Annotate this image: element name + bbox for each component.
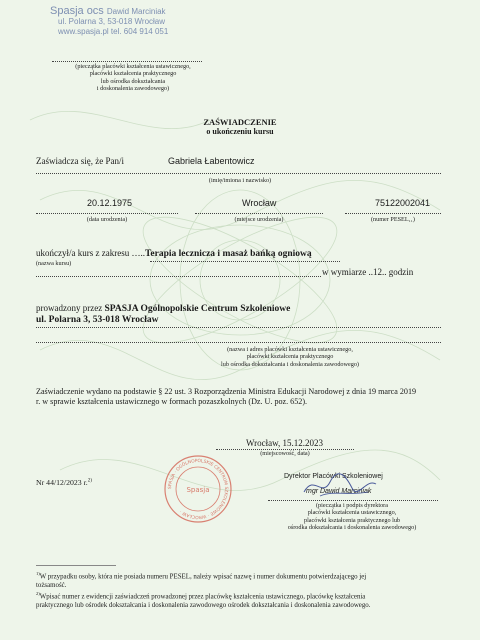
organizer-line bbox=[36, 303, 290, 314]
birth-place-caption: (miejsce urodzenia) bbox=[234, 216, 284, 223]
course-line bbox=[36, 248, 312, 259]
footnote-separator bbox=[36, 565, 116, 566]
issuer-stamp bbox=[50, 6, 168, 37]
document-subtitle: o ukończeniu kursu bbox=[206, 127, 274, 136]
director-name: mgr Dawid Marciniak bbox=[306, 488, 372, 495]
course-duration: w wymiarze ..12.. godzin bbox=[322, 267, 414, 277]
director-caption: (pieczątka i podpis dyrektora placówki kształcenia ustawicznego, placówki kształcenia praktycznego lub ośrodka dokształcania i doskonalenia zawodowego) bbox=[287, 502, 417, 532]
birth-date-caption: (data urodzenia) bbox=[86, 216, 128, 223]
certify-label: Zaświadcza się, że Pan/i bbox=[36, 156, 124, 166]
issuer-stamp-brand: Spasja ocs bbox=[50, 5, 104, 17]
birth-place-line bbox=[195, 213, 323, 214]
footnote-1: $^{1)}$W przypadku osoby, która nie posiada numeru PESEL, należy wpisać nazwę i numer dokumentu potwierdzającego jej bbox=[36, 571, 367, 581]
round-stamp bbox=[163, 454, 233, 524]
course-name-caption: (nazwa kursu) bbox=[36, 260, 72, 267]
pesel-caption: (numer PESEL₁₁) bbox=[370, 216, 415, 223]
course-prefix: ukończył/a kurs z zakresu bbox=[36, 248, 130, 258]
organizer-prefix: prowadzony przez bbox=[36, 303, 103, 313]
director-title: Dyrektor Placówki Szkoleniowej bbox=[284, 473, 383, 480]
course-name-line bbox=[150, 261, 340, 262]
issuer-stamp-line bbox=[52, 61, 202, 62]
legal-basis: Zaświadczenie wydano na podstawie § 22 ust. 3 Rozporządzenia Ministra Edukacji Narodowej z dnia 19 marca 2019 r. w sprawie kształcenia ustawicznego w formach pozaszkolnych (Dz. U. poz. 652). bbox=[36, 387, 417, 406]
name-caption: (imię/imiona i nazwisko) bbox=[208, 177, 272, 184]
pesel-line bbox=[345, 213, 441, 214]
birth-date: 20.12.1975 bbox=[87, 198, 133, 208]
pesel-number: 75122002041 bbox=[375, 198, 431, 208]
name-line bbox=[36, 173, 441, 174]
birth-place: Wrocław bbox=[242, 198, 277, 208]
issuer-stamp-owner: Dawid Marciniak bbox=[106, 7, 166, 16]
organizer-name: SPASJA Ogólnopolskie Centrum Szkoleniowe bbox=[104, 304, 291, 314]
issuer-stamp-address: ul. Polarna 3, 53-018 Wrocław bbox=[58, 17, 166, 26]
birth-date-line bbox=[36, 213, 178, 214]
person-name: Gabriela Łabentowicz bbox=[168, 156, 255, 166]
organizer-address: ul. Polarna 3, 53-018 Wrocław bbox=[36, 315, 159, 325]
svg-text:SPASJA · OGÓLNOPOLSKIE CENTRUM: SPASJA · OGÓLNOPOLSKIE CENTRUM SZKOLENIOWE · WROCŁAW · bbox=[167, 458, 229, 520]
course-extra-line bbox=[36, 276, 321, 277]
director-signature bbox=[300, 470, 380, 500]
director-line bbox=[268, 500, 438, 501]
svg-text:Spasja: Spasja bbox=[186, 486, 210, 494]
footnote-2: $^{2)}$Wpisać numer z ewidencji zaświadczeń prowadzonej przez placówkę kształcenia ustawicznego, placówkę kształcenia bbox=[36, 591, 366, 601]
course-dots: ….. bbox=[131, 248, 145, 258]
issuer-stamp-contact: www.spasja.pl tel. 604 914 051 bbox=[58, 27, 169, 36]
place-date-caption: (miejscowość, data) bbox=[260, 450, 310, 457]
issuer-stamp-caption: (pieczątka placówki kształcenia ustawicznego, placówki kształcenia praktycznego lub ośrodka dokształcania i doskonalenia zawodowego) bbox=[75, 63, 191, 93]
document-title: ZAŚWIADCZENIE bbox=[203, 117, 277, 127]
footnotes: $^{1)}$W przypadku osoby, która nie posiada numeru PESEL, należy wpisać nazwę i numer dokumentu potwierdzającego jej tożsamość. $^{2)}$Wpisać numer z ewidencji zaświadczeń prowadzonej przez placówkę kształcenia ustawicznego, placówkę kształcenia praktycznego lub ośrodek dokształcania i doskonalenia zawodowego ośrodek dokształcania i doskonalenia zawodowego. bbox=[36, 571, 371, 610]
organizer-caption: (nazwa i adres placówki kształcenia ustawicznego, placówki kształcenia praktycznego lub ośrodka dokształcania i doskonalenia zawodowego) bbox=[221, 346, 359, 368]
organizer-line-1 bbox=[36, 327, 441, 328]
place-date: Wrocław, 15.12.2023 bbox=[246, 438, 324, 448]
organizer-line-2 bbox=[36, 342, 441, 343]
course-name: Terapia lecznicza i masaż bańką ogniową bbox=[144, 249, 312, 259]
certificate-number: Nr 44/12/2023 r.$^{2)}$ bbox=[36, 478, 92, 487]
